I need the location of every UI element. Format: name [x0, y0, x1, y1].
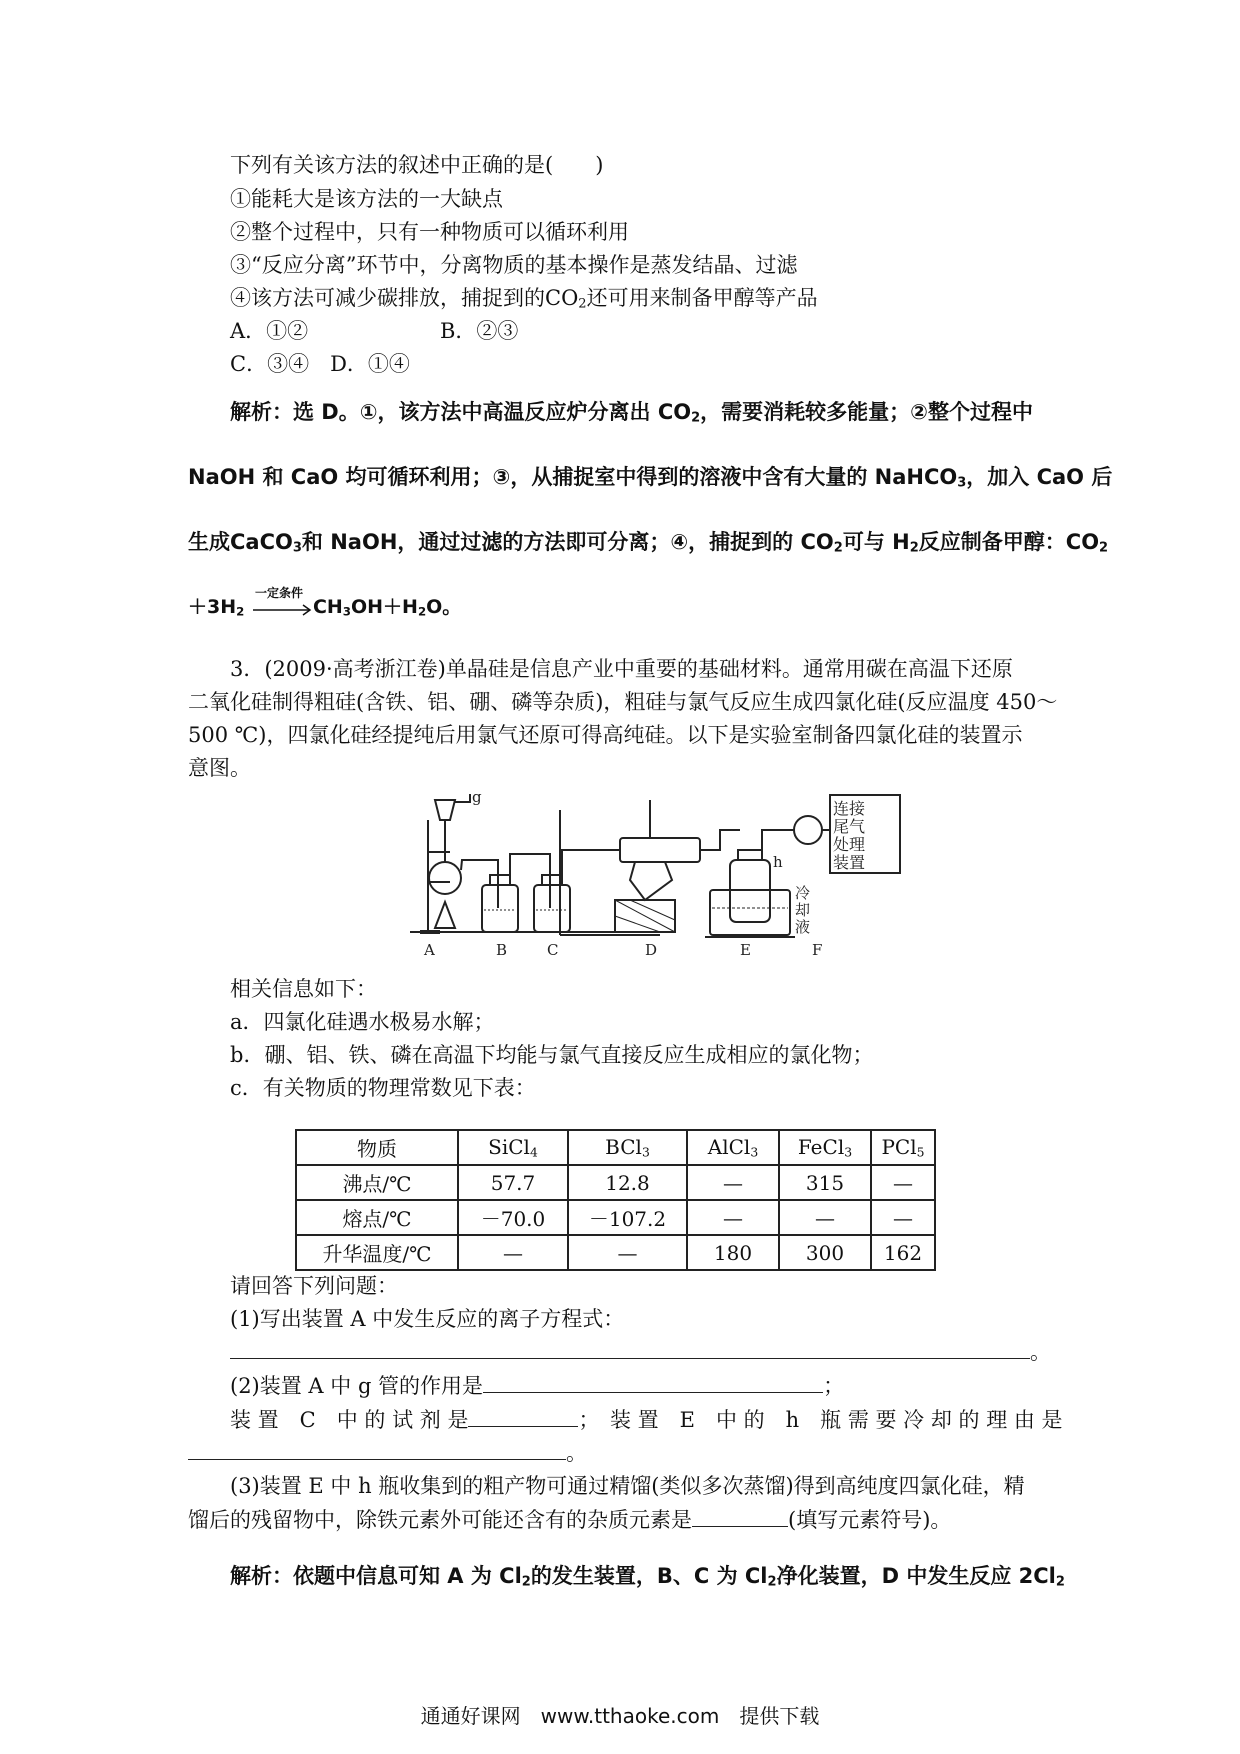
questions-ask: 请回答下列问题： [230, 1274, 398, 1298]
svg-text:冷: 冷 [795, 884, 811, 902]
info-b: b．硼、铝、铁、磷在高温下均能与氯气直接反应生成相应的氯化物； [230, 1043, 874, 1067]
label-g: g [472, 790, 482, 806]
constants-table [295, 1129, 936, 1271]
question-1-answer-line: 。 [230, 1340, 1051, 1365]
info-a: a．四氯化硅遇水极易水解； [230, 1010, 495, 1034]
svg-text:F: F [812, 941, 823, 959]
page-footer: 通通好课网 www.tthaoke.com 提供下载 [420, 1704, 820, 1728]
answer-blank[interactable] [230, 1340, 1030, 1359]
reaction-arrow: 一定条件 [251, 598, 313, 618]
label-h: h [773, 853, 783, 871]
svg-text:装置: 装置 [833, 853, 866, 872]
answer-blank[interactable] [692, 1508, 788, 1527]
table-row: 沸点/℃ 57.7 12.8 — 315 — [296, 1165, 935, 1200]
question-2b-answer-line: 。 [188, 1441, 587, 1466]
svg-text:E: E [740, 941, 751, 959]
q3-line-4: 意图。 [188, 756, 251, 780]
table-row: 升华温度/℃ — — 180 300 162 [296, 1235, 935, 1270]
table-row: 熔点/℃ －70.0 －107.2 — — — [296, 1200, 935, 1235]
q2-choice-cd: C．③④ D．①④ [230, 352, 410, 376]
q3-line-3: 500 ℃)，四氯化硅经提纯后用氯气还原可得高纯硅。以下是实验室制备四氯化硅的装置示 [188, 723, 1023, 747]
q2-stem: 下列有关该方法的叙述中正确的是( ) [230, 153, 604, 177]
analysis2-line-1: 解析：选 D。①，该方法中高温反应炉分离出 $CO_2$，需要消耗较多能量；②整个过程中 [230, 400, 1033, 426]
analysis3-line: 解析：依题中信息可知 A 为 $Cl_2$的发生装置，B、C 为 $Cl_2$净化装置，D 中发生反应 $2Cl_2$ [230, 1564, 1065, 1590]
svg-text:B: B [496, 941, 508, 959]
svg-text:液: 液 [795, 918, 811, 936]
table-header-row: 物质 SiCl$_4$ BCl$_3$ AlCl$_3$ FeCl$_3$ PCl$_5$ [296, 1130, 935, 1165]
apparatus-diagram [410, 790, 910, 960]
q2-statement-2: ②整个过程中，只有一种物质可以循环利用 [230, 220, 629, 244]
question-3-line-2: 馏后的残留物中，除铁元素外可能还含有的杂质元素是 (填写元素符号)。 [188, 1508, 952, 1532]
question-1: (1)写出装置 A 中发生反应的离子方程式： [230, 1307, 625, 1331]
svg-text:却: 却 [795, 901, 811, 919]
svg-text:尾气: 尾气 [833, 817, 866, 836]
q3-line-2: 二氧化硅制得粗硅(含铁、铝、硼、磷等杂质)，粗硅与氯气反应生成四氯化硅(反应温度 450～ [188, 690, 1058, 714]
question-2a: (2)装置 A 中 g 管的作用是 ； [230, 1374, 845, 1398]
svg-text:连接: 连接 [833, 799, 866, 818]
answer-blank[interactable] [483, 1374, 823, 1393]
svg-text:A: A [424, 941, 435, 959]
info-c: c．有关物质的物理常数见下表： [230, 1076, 536, 1100]
q3-line-1: 3．(2009·高考浙江卷)单晶硅是信息产业中重要的基础材料。通常用碳在高温下还原 [230, 657, 1013, 681]
svg-text:D: D [645, 941, 658, 959]
question-3-line-1: (3)装置 E 中 h 瓶收集到的粗产物可通过精馏(类似多次蒸馏)得到高纯度四氯化硅，精 [230, 1474, 1025, 1498]
analysis2-line-2: NaOH 和 CaO 均可循环利用；③，从捕捉室中得到的溶液中含有大量的 NaHCO$_3$，加入 CaO 后 [188, 465, 1113, 491]
answer-blank[interactable] [468, 1408, 578, 1427]
info-head: 相关信息如下： [230, 977, 377, 1001]
svg-text:处理: 处理 [833, 835, 866, 854]
q2-choice-b: B．②③ [440, 319, 519, 343]
analysis2-line-3: 生成CaCO$_3$和 NaOH，通过过滤的方法即可分离；④，捕捉到的 $CO_2$可与 $H_2$反应制备甲醇：$CO_2$ [188, 530, 1109, 556]
q2-statement-4: ④该方法可减少碳排放，捕捉到的$CO_2$还可用来制备甲醇等产品 [230, 286, 818, 312]
svg-text:C: C [547, 941, 559, 959]
q2-choice-a: A．①② [230, 319, 309, 343]
q2-statement-3: ③“反应分离”环节中，分离物质的基本操作是蒸发结晶、过滤 [230, 253, 798, 277]
answer-blank[interactable] [188, 1441, 566, 1460]
q2-statement-1: ①能耗大是该方法的一大缺点 [230, 187, 503, 211]
analysis2-equation: $+3H_2$ 一定条件 $CH_3OH+H_2O$。 [188, 585, 462, 619]
question-2b: 装 置 C 中 的 试 剂 是 ； 装 置 E 中 的 h 瓶 需 要 冷 却 的 理 由 是 [230, 1408, 1063, 1432]
